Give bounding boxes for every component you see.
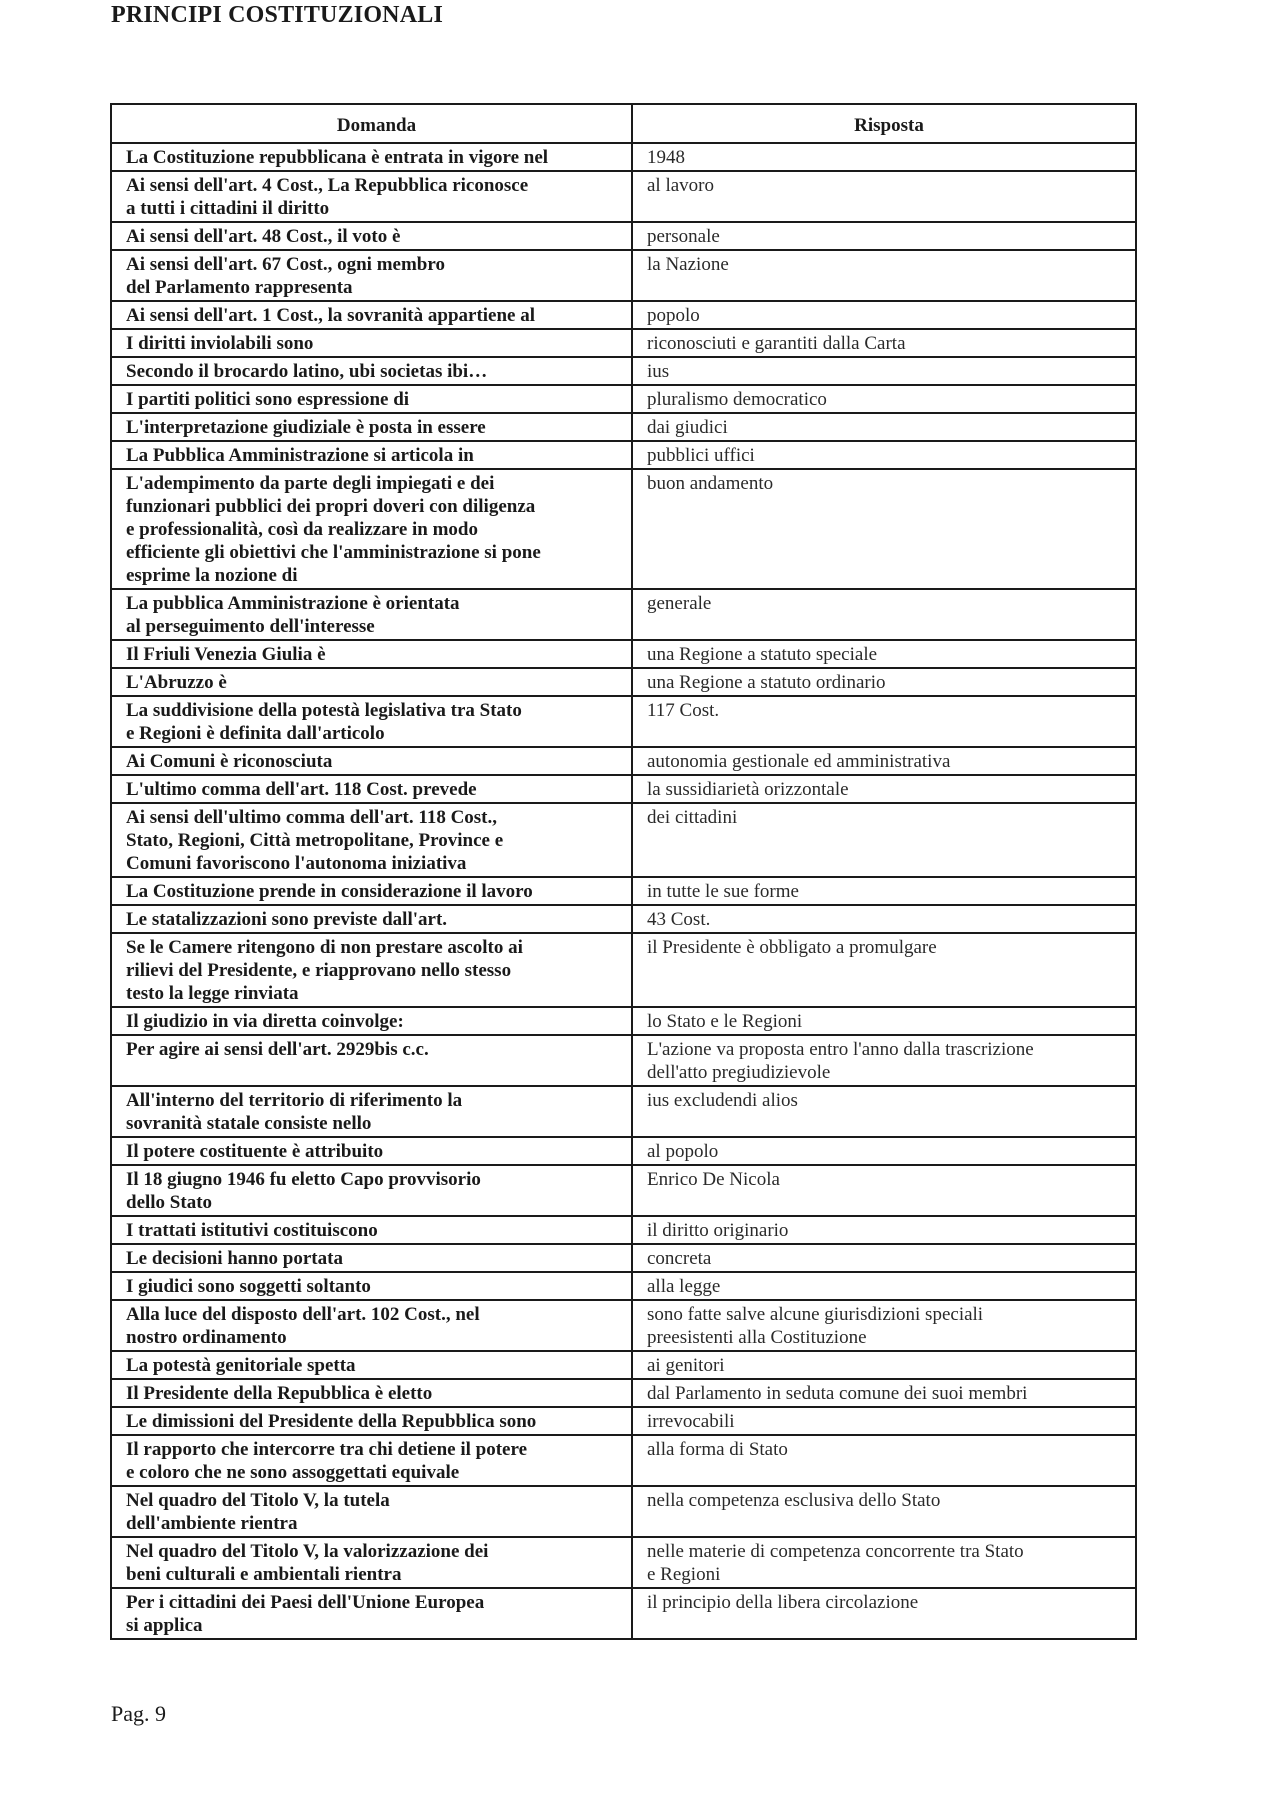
answer-cell: personale bbox=[632, 222, 1136, 250]
table-row bbox=[111, 1351, 1136, 1379]
table-row bbox=[111, 1216, 1136, 1244]
answer-cell: riconosciuti e garantiti dalla Carta bbox=[632, 329, 1136, 357]
question-cell: I diritti inviolabili sono bbox=[111, 329, 632, 357]
table-row bbox=[111, 1537, 1136, 1588]
table-row bbox=[111, 1300, 1136, 1351]
question-cell: La Pubblica Amministrazione si articola in bbox=[111, 441, 632, 469]
answer-cell: il diritto originario bbox=[632, 1216, 1136, 1244]
table-row bbox=[111, 413, 1136, 441]
question-cell: Secondo il brocardo latino, ubi societas ibi… bbox=[111, 357, 632, 385]
table-row bbox=[111, 1137, 1136, 1165]
table-row bbox=[111, 1588, 1136, 1639]
answer-cell: una Regione a statuto ordinario bbox=[632, 668, 1136, 696]
table-row bbox=[111, 143, 1136, 171]
table-row bbox=[111, 803, 1136, 877]
table-row bbox=[111, 1086, 1136, 1137]
question-cell: Il Presidente della Repubblica è eletto bbox=[111, 1379, 632, 1407]
question-cell: Per i cittadini dei Paesi dell'Unione Europea si applica bbox=[111, 1588, 632, 1639]
question-cell: All'interno del territorio di riferimento la sovranità statale consiste nello bbox=[111, 1086, 632, 1137]
answer-cell: concreta bbox=[632, 1244, 1136, 1272]
table-row bbox=[111, 640, 1136, 668]
question-cell: La Costituzione repubblicana è entrata in vigore nel bbox=[111, 143, 632, 171]
question-cell: Ai sensi dell'art. 67 Cost., ogni membro del Parlamento rappresenta bbox=[111, 250, 632, 301]
answer-cell: dai giudici bbox=[632, 413, 1136, 441]
table-row bbox=[111, 1035, 1136, 1086]
table-row bbox=[111, 1244, 1136, 1272]
question-cell: Ai sensi dell'art. 48 Cost., il voto è bbox=[111, 222, 632, 250]
question-cell: La Costituzione prende in considerazione il lavoro bbox=[111, 877, 632, 905]
table-row bbox=[111, 877, 1136, 905]
table-row bbox=[111, 1379, 1136, 1407]
answer-cell: L'azione va proposta entro l'anno dalla trascrizione dell'atto pregiudizievole bbox=[632, 1035, 1136, 1086]
table-row bbox=[111, 905, 1136, 933]
answer-cell: la Nazione bbox=[632, 250, 1136, 301]
answer-cell: la sussidiarietà orizzontale bbox=[632, 775, 1136, 803]
answer-cell: ius bbox=[632, 357, 1136, 385]
answer-cell: nella competenza esclusiva dello Stato bbox=[632, 1486, 1136, 1537]
answer-cell: buon andamento bbox=[632, 469, 1136, 589]
column-header-domanda: Domanda bbox=[111, 104, 632, 143]
question-cell: Il giudizio in via diretta coinvolge: bbox=[111, 1007, 632, 1035]
table-row bbox=[111, 1407, 1136, 1435]
question-cell: Il rapporto che intercorre tra chi detiene il potere e coloro che ne sono assoggettati equivale bbox=[111, 1435, 632, 1486]
table-row bbox=[111, 1007, 1136, 1035]
answer-cell: 43 Cost. bbox=[632, 905, 1136, 933]
table-row bbox=[111, 1435, 1136, 1486]
answer-cell: pluralismo democratico bbox=[632, 385, 1136, 413]
answer-cell: autonomia gestionale ed amministrativa bbox=[632, 747, 1136, 775]
page-title: PRINCIPI COSTITUZIONALI bbox=[111, 2, 443, 28]
table-row bbox=[111, 668, 1136, 696]
question-cell: Se le Camere ritengono di non prestare ascolto ai rilievi del Presidente, e riapprovano nello stesso testo la legge rinviata bbox=[111, 933, 632, 1007]
answer-cell: generale bbox=[632, 589, 1136, 640]
answer-cell: nelle materie di competenza concorrente tra Stato e Regioni bbox=[632, 1537, 1136, 1588]
answer-cell: sono fatte salve alcune giurisdizioni speciali preesistenti alla Costituzione bbox=[632, 1300, 1136, 1351]
answer-cell: ius excludendi alios bbox=[632, 1086, 1136, 1137]
table-row bbox=[111, 301, 1136, 329]
question-cell: Le dimissioni del Presidente della Repubblica sono bbox=[111, 1407, 632, 1435]
answer-cell: il principio della libera circolazione bbox=[632, 1588, 1136, 1639]
answer-cell: il Presidente è obbligato a promulgare bbox=[632, 933, 1136, 1007]
table-row bbox=[111, 933, 1136, 1007]
answer-cell: 117 Cost. bbox=[632, 696, 1136, 747]
question-cell: I partiti politici sono espressione di bbox=[111, 385, 632, 413]
table-row bbox=[111, 1272, 1136, 1300]
table-row bbox=[111, 441, 1136, 469]
question-cell: La potestà genitoriale spetta bbox=[111, 1351, 632, 1379]
answer-cell: una Regione a statuto speciale bbox=[632, 640, 1136, 668]
table-row bbox=[111, 1486, 1136, 1537]
question-cell: Ai sensi dell'art. 4 Cost., La Repubblica riconosce a tutti i cittadini il diritto bbox=[111, 171, 632, 222]
answer-cell: in tutte le sue forme bbox=[632, 877, 1136, 905]
question-cell: L'ultimo comma dell'art. 118 Cost. prevede bbox=[111, 775, 632, 803]
question-cell: La pubblica Amministrazione è orientata al perseguimento dell'interesse bbox=[111, 589, 632, 640]
table-body bbox=[111, 143, 1136, 1639]
answer-cell: alla forma di Stato bbox=[632, 1435, 1136, 1486]
answer-cell: dal Parlamento in seduta comune dei suoi membri bbox=[632, 1379, 1136, 1407]
table-row bbox=[111, 775, 1136, 803]
question-cell: Nel quadro del Titolo V, la tutela dell'ambiente rientra bbox=[111, 1486, 632, 1537]
question-cell: Il Friuli Venezia Giulia è bbox=[111, 640, 632, 668]
question-cell: Ai Comuni è riconosciuta bbox=[111, 747, 632, 775]
answer-cell: pubblici uffici bbox=[632, 441, 1136, 469]
answer-cell: al popolo bbox=[632, 1137, 1136, 1165]
question-cell: I giudici sono soggetti soltanto bbox=[111, 1272, 632, 1300]
table-row bbox=[111, 1165, 1136, 1216]
table-row bbox=[111, 469, 1136, 589]
question-cell: I trattati istitutivi costituiscono bbox=[111, 1216, 632, 1244]
answer-cell: popolo bbox=[632, 301, 1136, 329]
column-header-risposta: Risposta bbox=[632, 104, 1136, 143]
table-row bbox=[111, 329, 1136, 357]
answer-cell: ai genitori bbox=[632, 1351, 1136, 1379]
question-cell: L'interpretazione giudiziale è posta in essere bbox=[111, 413, 632, 441]
question-cell: Nel quadro del Titolo V, la valorizzazione dei beni culturali e ambientali rientra bbox=[111, 1537, 632, 1588]
table-row bbox=[111, 171, 1136, 222]
table-row bbox=[111, 589, 1136, 640]
answer-cell: al lavoro bbox=[632, 171, 1136, 222]
table-row bbox=[111, 250, 1136, 301]
table-row bbox=[111, 696, 1136, 747]
question-cell: Le decisioni hanno portata bbox=[111, 1244, 632, 1272]
question-cell: Il potere costituente è attribuito bbox=[111, 1137, 632, 1165]
question-cell: Il 18 giugno 1946 fu eletto Capo provvisorio dello Stato bbox=[111, 1165, 632, 1216]
answer-cell: lo Stato e le Regioni bbox=[632, 1007, 1136, 1035]
table-row bbox=[111, 222, 1136, 250]
question-cell: Le statalizzazioni sono previste dall'art. bbox=[111, 905, 632, 933]
table-header-row bbox=[111, 104, 1136, 143]
answer-cell: Enrico De Nicola bbox=[632, 1165, 1136, 1216]
page-number: Pag. 9 bbox=[111, 1701, 166, 1726]
question-cell: La suddivisione della potestà legislativa tra Stato e Regioni è definita dall'articolo bbox=[111, 696, 632, 747]
question-cell: Alla luce del disposto dell'art. 102 Cost., nel nostro ordinamento bbox=[111, 1300, 632, 1351]
answer-cell: 1948 bbox=[632, 143, 1136, 171]
table-row bbox=[111, 357, 1136, 385]
answer-cell: dei cittadini bbox=[632, 803, 1136, 877]
answer-cell: alla legge bbox=[632, 1272, 1136, 1300]
table-row bbox=[111, 747, 1136, 775]
qa-table bbox=[110, 103, 1137, 1640]
question-cell: Ai sensi dell'ultimo comma dell'art. 118 Cost., Stato, Regioni, Città metropolitane, Province e Comuni favoriscono l'autonoma iniziativa bbox=[111, 803, 632, 877]
question-cell: L'adempimento da parte degli impiegati e dei funzionari pubblici dei propri doveri con diligenza e professionalità, così da realizzare in modo efficiente gli obiettivi che l'amministrazione si pone esprime la nozione di bbox=[111, 469, 632, 589]
answer-cell: irrevocabili bbox=[632, 1407, 1136, 1435]
question-cell: Ai sensi dell'art. 1 Cost., la sovranità appartiene al bbox=[111, 301, 632, 329]
question-cell: Per agire ai sensi dell'art. 2929bis c.c. bbox=[111, 1035, 632, 1086]
question-cell: L'Abruzzo è bbox=[111, 668, 632, 696]
table-row bbox=[111, 385, 1136, 413]
